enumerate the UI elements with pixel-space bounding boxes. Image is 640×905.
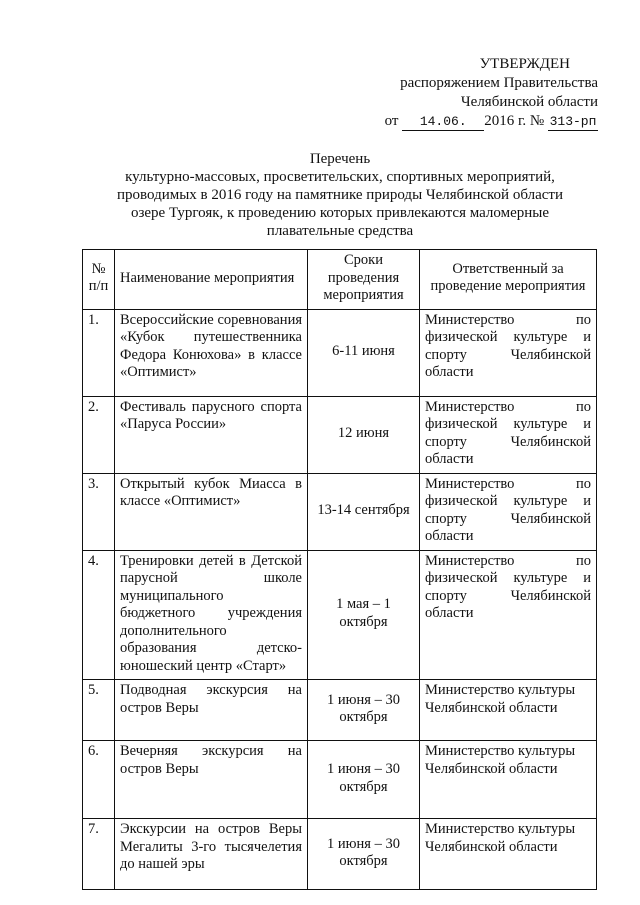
events-table xyxy=(82,249,597,890)
title-line-5: плавательные средства xyxy=(266,223,414,239)
title-line-2: культурно-массовых, просветительских, спортивных мероприятий, xyxy=(125,169,555,185)
row-responsible: Министерство по физической культуре и спорту Челябинской области xyxy=(420,396,597,473)
table-row xyxy=(83,309,597,396)
row-event-name: Подводная экскурсия на остров Веры xyxy=(115,680,308,741)
row-num: 1. xyxy=(83,309,115,396)
approval-date: 14.06. xyxy=(402,114,484,131)
row-num: 6. xyxy=(83,741,115,819)
row-event-name: Вечерняя экскурсия на остров Веры xyxy=(115,741,308,819)
row-dates: 1 мая – 1 октября xyxy=(308,550,420,680)
approval-line-1: распоряжением Правительства xyxy=(400,75,598,91)
table-row xyxy=(83,819,597,890)
row-num: 3. xyxy=(83,473,115,550)
approval-block xyxy=(338,55,598,131)
table-header-row xyxy=(83,250,597,310)
row-dates: 6-11 июня xyxy=(308,309,420,396)
row-num: 4. xyxy=(83,550,115,680)
header-name: Наименование мероприятия xyxy=(115,250,308,310)
row-dates: 13-14 сентября xyxy=(308,473,420,550)
row-num: 7. xyxy=(83,819,115,890)
row-dates: 1 июня – 30 октября xyxy=(308,680,420,741)
table-row xyxy=(83,741,597,819)
row-responsible: Министерство по физической культуре и спорту Челябинской области xyxy=(420,550,597,680)
title-line-1: Перечень xyxy=(309,151,371,167)
row-event-name: Всероссийские соревнования «Кубок путешественника Федора Конюхова» в классе «Оптимист» xyxy=(115,309,308,396)
title-line-4: озере Тургояк, к проведению которых привлекаются маломерные xyxy=(130,205,550,221)
table-row xyxy=(83,396,597,473)
row-num: 5. xyxy=(83,680,115,741)
row-dates: 1 июня – 30 октября xyxy=(308,819,420,890)
row-responsible: Министерство по физической культуре и спорту Челябинской области xyxy=(420,309,597,396)
approval-from-prefix: от xyxy=(384,113,399,129)
approval-line-2: Челябинской области xyxy=(460,94,598,110)
row-event-name: Экскурсии на остров Веры Мегалиты 3-го тысячелетия до нашей эры xyxy=(115,819,308,890)
row-dates: 1 июня – 30 октября xyxy=(308,741,420,819)
document-title xyxy=(90,150,590,240)
approval-date-line xyxy=(338,112,598,131)
header-dates: Сроки проведения мероприятия xyxy=(308,250,420,310)
title-line-3: проводимых в 2016 году на памятнике природы Челябинской области xyxy=(117,187,563,203)
table-row xyxy=(83,680,597,741)
row-event-name: Тренировки детей в Детской парусной школе муниципального бюджетного учреждения дополнительного образования детско-юношеский центр «Старт» xyxy=(115,550,308,680)
row-event-name: Открытый кубок Миасса в классе «Оптимист» xyxy=(115,473,308,550)
approval-heading: УТВЕРЖДЕН xyxy=(479,56,570,72)
header-num: № п/п xyxy=(83,250,115,310)
table-row xyxy=(83,473,597,550)
approval-year-text: 2016 г. № xyxy=(484,113,545,129)
header-responsible: Ответственный за проведение мероприятия xyxy=(420,250,597,310)
row-responsible: Министерство культуры Челябинской области xyxy=(420,819,597,890)
row-num: 2. xyxy=(83,396,115,473)
row-dates: 12 июня xyxy=(308,396,420,473)
approval-number: 313-рп xyxy=(549,114,597,129)
row-responsible: Министерство культуры Челябинской области xyxy=(420,680,597,741)
row-responsible: Министерство культуры Челябинской области xyxy=(420,741,597,819)
table-row xyxy=(83,550,597,680)
row-event-name: Фестиваль парусного спорта «Паруса России» xyxy=(115,396,308,473)
row-responsible: Министерство по физической культуре и спорту Челябинской области xyxy=(420,473,597,550)
